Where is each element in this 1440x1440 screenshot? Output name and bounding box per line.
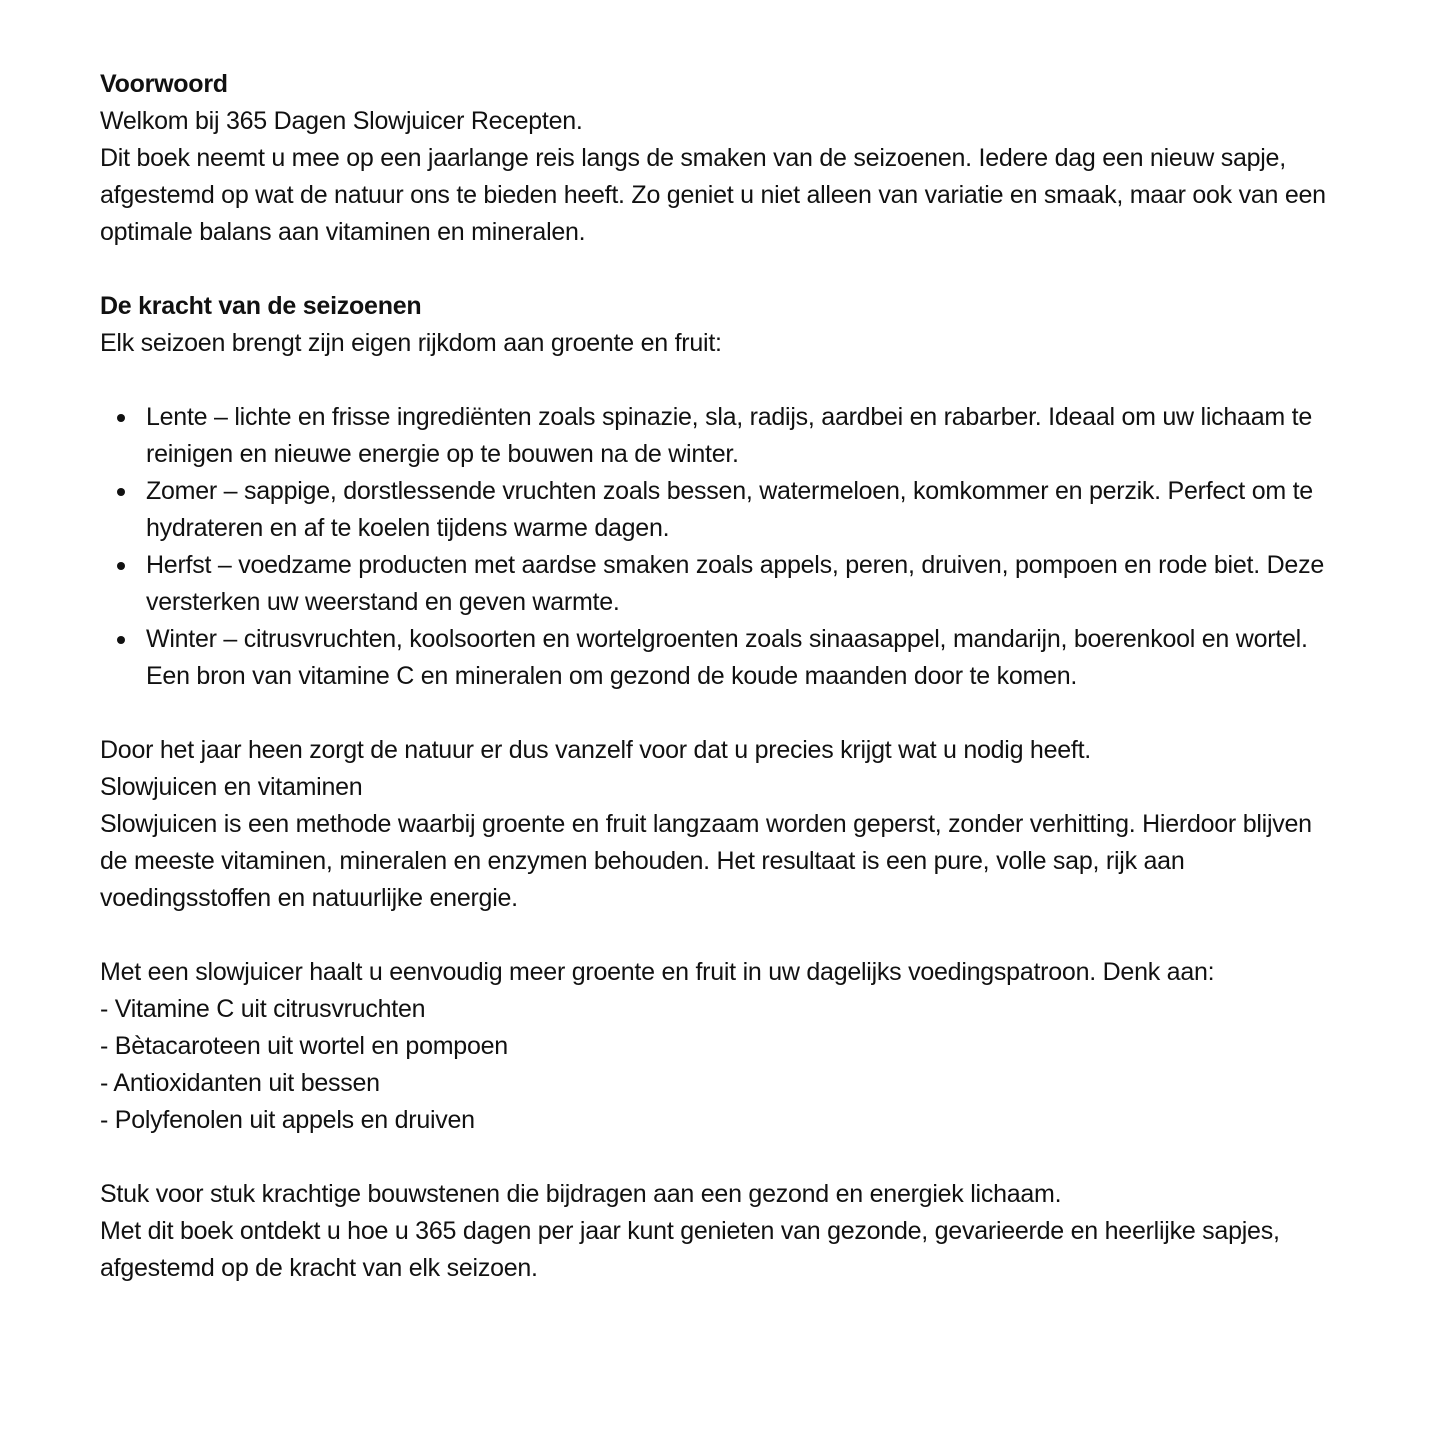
- paragraph-spacer: [100, 1139, 1340, 1176]
- season-item-summer: [100, 473, 1340, 547]
- nutrient-item: - Antioxidanten uit bessen: [100, 1069, 380, 1097]
- seasons-list: [100, 399, 1340, 695]
- bullet-icon: [117, 562, 125, 570]
- nutrients-intro: Met een slowjuicer haalt u eenvoudig meer groente en fruit in uw dagelijks voedingspatroon. Denk aan:: [100, 958, 1215, 986]
- bullet-icon: [117, 488, 125, 496]
- foreword-intro: Welkom bij 365 Dagen Slowjuicer Recepten.: [100, 107, 583, 135]
- paragraph-spacer: [100, 362, 1340, 399]
- season-text: Winter – citrusvruchten, koolsoorten en wortelgroenten zoals sinaasappel, mandarijn, boerenkool en wortel. Een bron van vitamine C en mineralen om gezond de koude maanden door te komen.: [146, 625, 1308, 690]
- season-text: Herfst – voedzame producten met aardse smaken zoals appels, peren, druiven, pompoen en rode biet. Deze versterken uw weerstand en geven warmte.: [146, 551, 1324, 616]
- document-page: [100, 66, 1340, 1287]
- season-item-autumn: [100, 547, 1340, 621]
- seasons-intro: Elk seizoen brengt zijn eigen rijkdom aan groente en fruit:: [100, 329, 722, 357]
- conclusion-line: Stuk voor stuk krachtige bouwstenen die bijdragen aan een gezond en energiek lichaam.: [100, 1180, 1062, 1208]
- season-item-spring: [100, 399, 1340, 473]
- seasons-heading: De kracht van de seizoenen: [100, 292, 422, 320]
- conclusion-body: Met dit boek ontdekt u hoe u 365 dagen per jaar kunt genieten van gezonde, gevarieerde en heerlijke sapjes, afgestemd op de kracht van elk seizoen.: [100, 1217, 1280, 1282]
- season-text: Zomer – sappige, dorstlessende vruchten zoals bessen, watermeloen, komkommer en perzik. Perfect om te hydrateren en af te koelen tijdens warme dagen.: [146, 477, 1313, 542]
- nutrient-item: - Bètacaroteen uit wortel en pompoen: [100, 1032, 508, 1060]
- seasons-closing-line: Door het jaar heen zorgt de natuur er dus vanzelf voor dat u precies krijgt wat u nodig heeft.: [100, 736, 1091, 764]
- slowjuicing-subheading: Slowjuicen en vitaminen: [100, 773, 363, 801]
- bullet-icon: [117, 414, 125, 422]
- paragraph-spacer: [100, 695, 1340, 732]
- slowjuicing-body: Slowjuicen is een methode waarbij groente en fruit langzaam worden geperst, zonder verhitting. Hierdoor blijven de meeste vitaminen, mineralen en enzymen behouden. Het resultaat is een pure, volle sap, rijk aan voedingsstoffen en natuurlijke energie.: [100, 810, 1312, 912]
- season-item-winter: [100, 621, 1340, 695]
- nutrients-list: [100, 991, 1340, 1139]
- foreword-body: Dit boek neemt u mee op een jaarlange reis langs de smaken van de seizoenen. Iedere dag een nieuw sapje, afgestemd op wat de natuur ons te bieden heeft. Zo geniet u niet alleen van variatie en smaak, maar ook van een optimale balans aan vitaminen en mineralen.: [100, 144, 1326, 246]
- season-text: Lente – lichte en frisse ingrediënten zoals spinazie, sla, radijs, aardbei en rabarber. Ideaal om uw lichaam te reinigen en nieuwe energie op te bouwen na de winter.: [146, 403, 1312, 468]
- nutrient-item: - Vitamine C uit citrusvruchten: [100, 995, 426, 1023]
- foreword-heading: Voorwoord: [100, 70, 228, 98]
- bullet-icon: [117, 636, 125, 644]
- nutrient-item: - Polyfenolen uit appels en druiven: [100, 1106, 475, 1134]
- paragraph-spacer: [100, 251, 1340, 288]
- paragraph-spacer: [100, 917, 1340, 954]
